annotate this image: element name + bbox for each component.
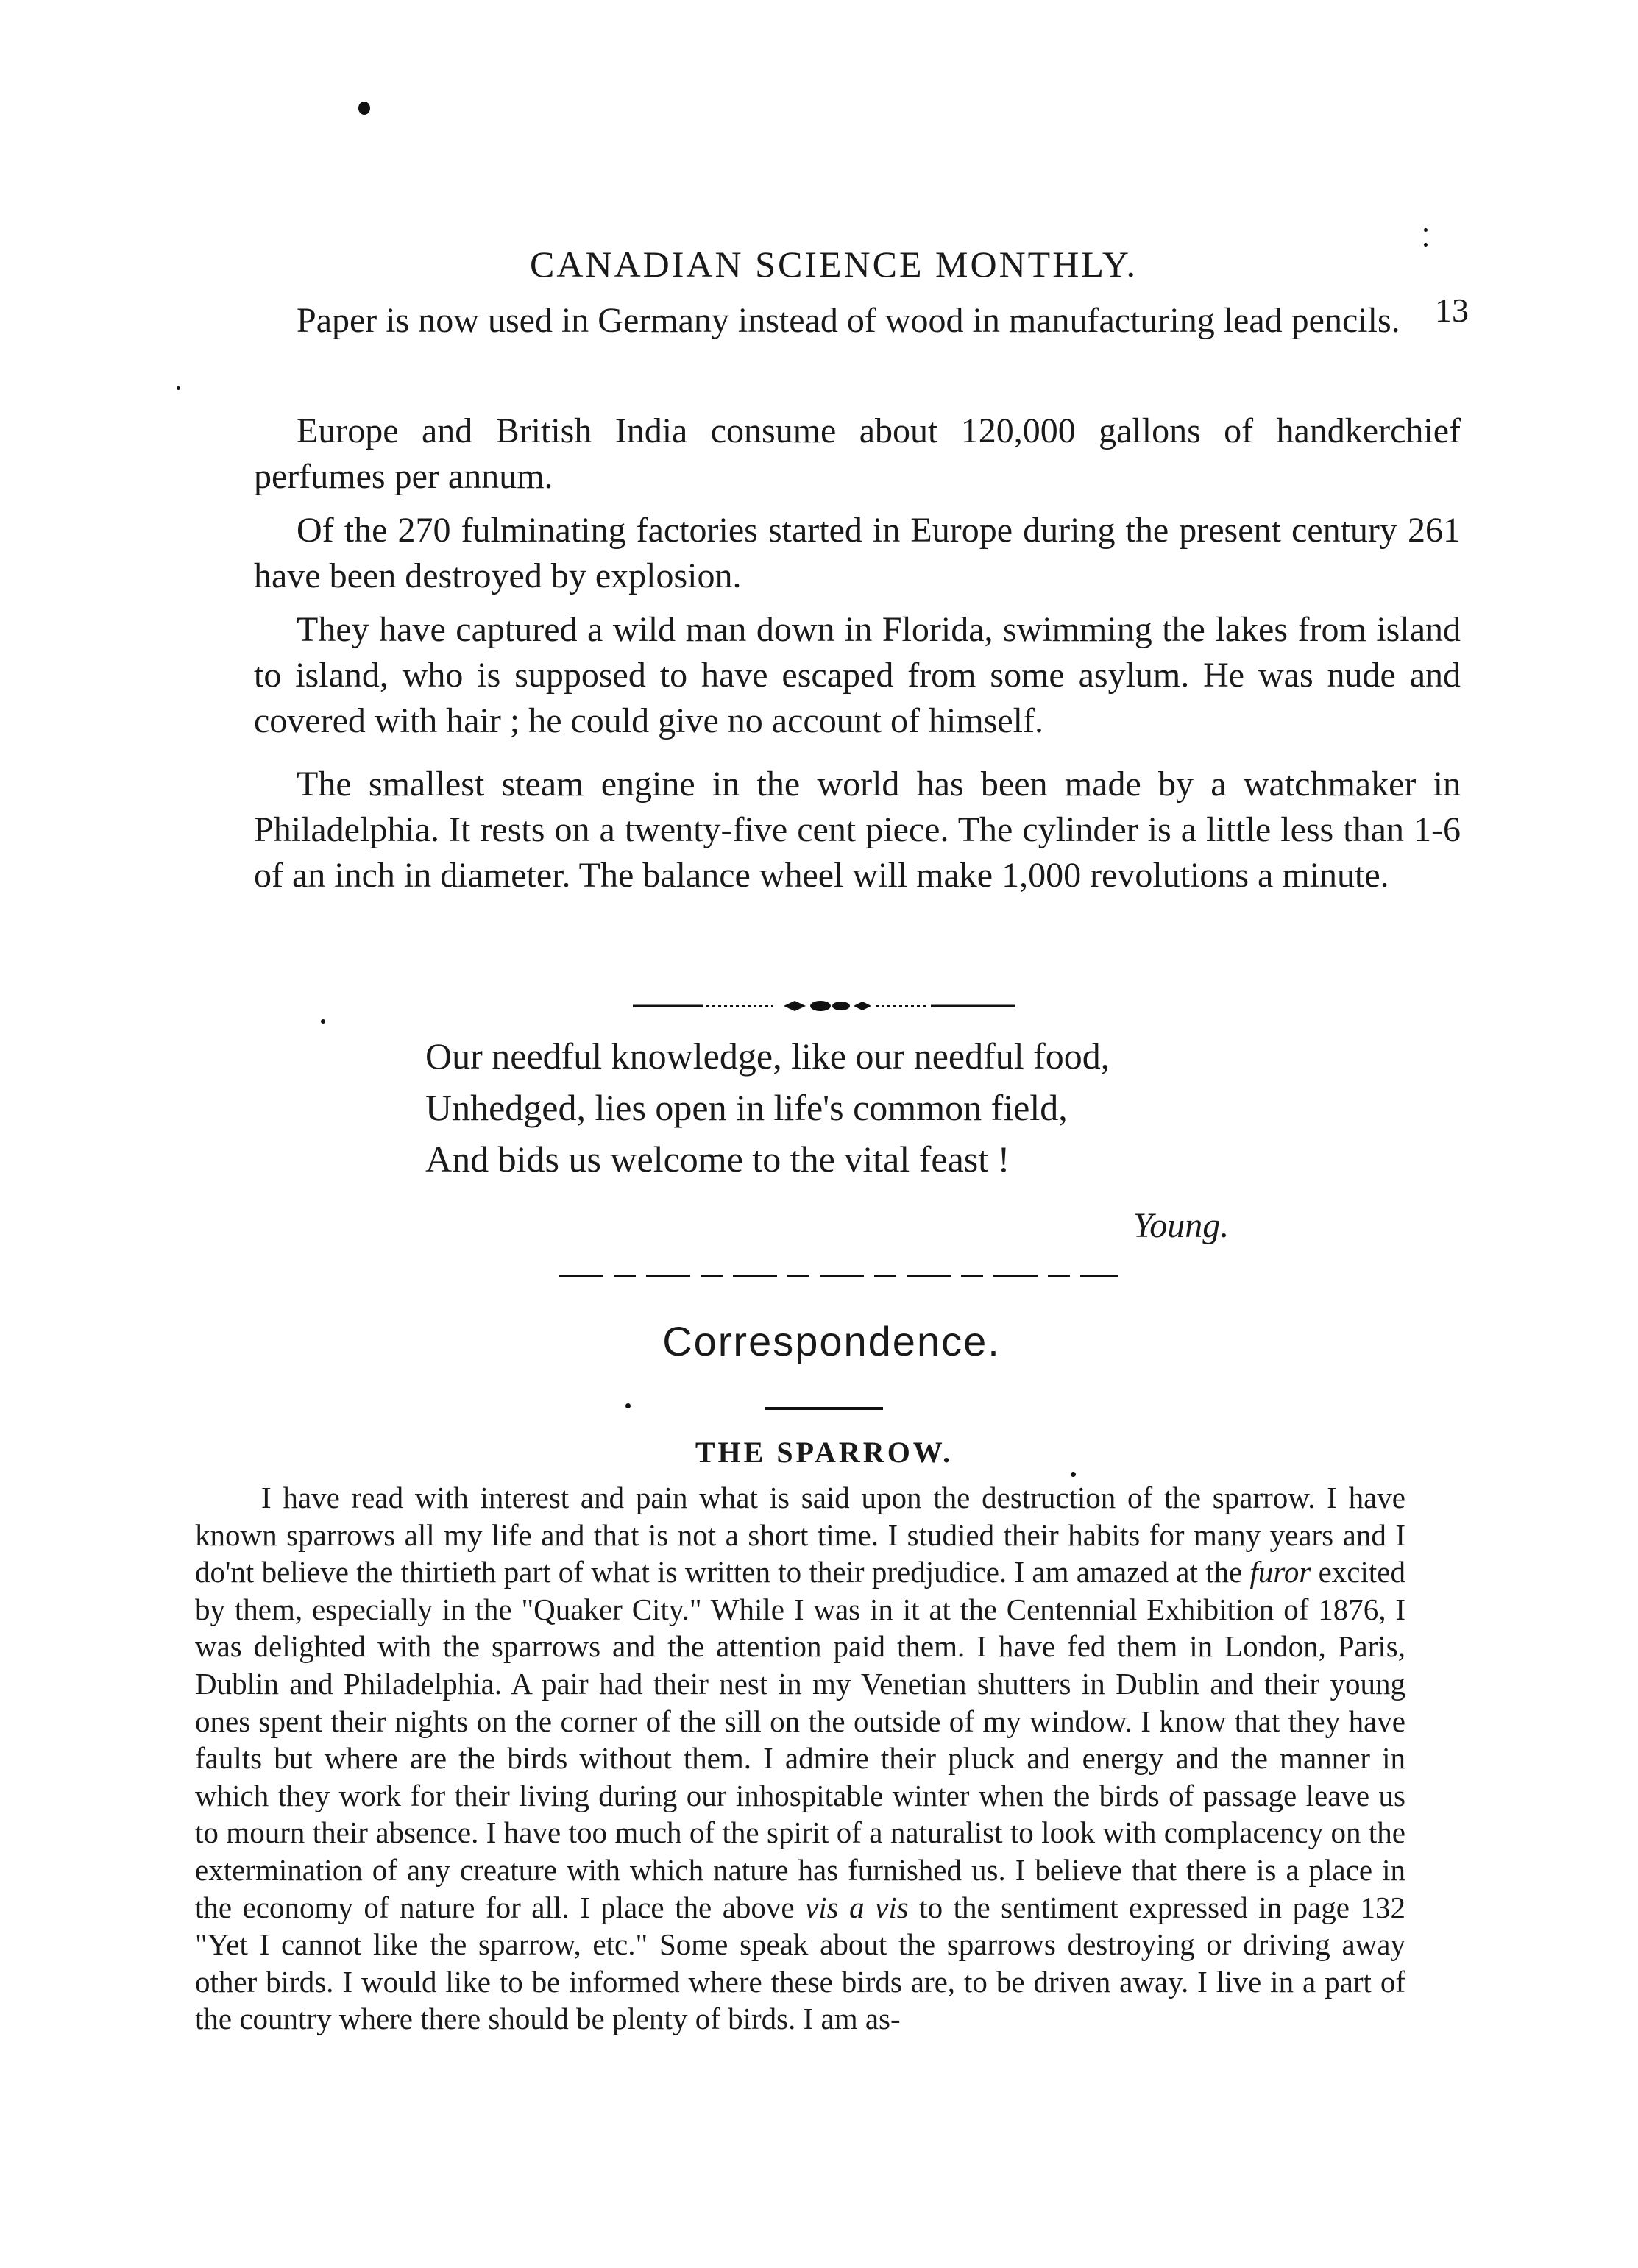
poem xyxy=(425,1030,1308,1185)
note-paragraph: They have captured a wild man down in Florida, swimming the lakes from island to island, who is supposed to have escaped from some asylum. He was nude and covered with hair ; he could give no account of himself. xyxy=(254,610,1461,740)
note-paragraph: Paper is now used in Germany instead of wood in manufacturing lead pencils. xyxy=(297,301,1400,340)
scan-speck xyxy=(1071,1472,1076,1477)
letter-italic: vis a vis xyxy=(805,1890,909,1924)
ornamental-divider xyxy=(633,995,1015,1017)
scan-speck xyxy=(177,386,180,390)
letter-text: excited by them, especially in the "Quaker City." While I was in it at the Centennial Exhibition of 1876, I was delighted with the sparrows and the attention paid them. I have fed them in London, Paris, Dublin and Philadelphia. A pair had their nest in my Venetian shutters in Dublin and their young ones spent their nights on the corner of the sill on the outside of my window. I know that they have faults but where are the birds without them. I admire their pluck and energy and the manner in which they work for their living during our inhospitable winter when the birds of passage leave us to mourn their absence. I have too much of the spirit of a naturalist to look with complacency on the extermination of any creature with which nature has furnished us. I believe that there is a place in the economy of nature for all. I place the above xyxy=(195,1555,1405,1924)
scan-speck xyxy=(625,1403,631,1408)
note-paragraph: The smallest steam engine in the world has been made by a watchmaker in Philadelphia. It rests on a twenty-five cent piece. The cylinder is a little less than 1-6 of an inch in diameter. The balance wheel will make 1,000 revolutions a minute. xyxy=(254,765,1461,895)
letter-text: to the sentiment expressed in page 132 "Yet I cannot like the sparrow, etc." Some speak about the sparrows destroying or driving away other birds. I would like to be informed where these birds are, to be driven away. I live in a part of the country where there should be plenty of birds. I am as- xyxy=(195,1890,1405,2036)
poem-author: Young. xyxy=(1133,1206,1230,1245)
poem-line: Our needful knowledge, like our needful food, xyxy=(425,1035,1110,1077)
scan-speck xyxy=(1424,228,1428,232)
running-title: CANADIAN SCIENCE MONTHLY. xyxy=(530,244,1138,285)
poem-line: And bids us welcome to the vital feast ! xyxy=(425,1138,1010,1180)
page-number: 13 xyxy=(1435,291,1469,329)
note-paragraph: Of the 270 fulminating factories started in Europe during the present century 261 have been destroyed by explosion. xyxy=(254,511,1461,595)
section-rule xyxy=(765,1407,883,1410)
letter-text: I have read with interest and pain what is said upon the destruction of the sparrow. I have known sparrows all my life and that is not a short time. I studied their habits for many years and I do'nt believe the thirtieth part of what is written to their predjudice. I am amazed at the xyxy=(195,1481,1405,1590)
poem-line: Unhedged, lies open in life's common field, xyxy=(425,1087,1068,1128)
article-title: THE SPARROW. xyxy=(695,1436,954,1469)
scan-speck xyxy=(358,102,370,115)
scan-speck xyxy=(1424,243,1428,247)
dashed-divider xyxy=(559,1272,1118,1280)
scan-speck xyxy=(321,1019,325,1024)
letter-body xyxy=(195,1479,1405,2038)
letter-italic: furor xyxy=(1249,1555,1311,1590)
section-title: Correspondence. xyxy=(662,1318,1001,1364)
note-paragraph: Europe and British India consume about 120,000 gallons of handkerchief perfumes per annum. xyxy=(254,411,1461,496)
